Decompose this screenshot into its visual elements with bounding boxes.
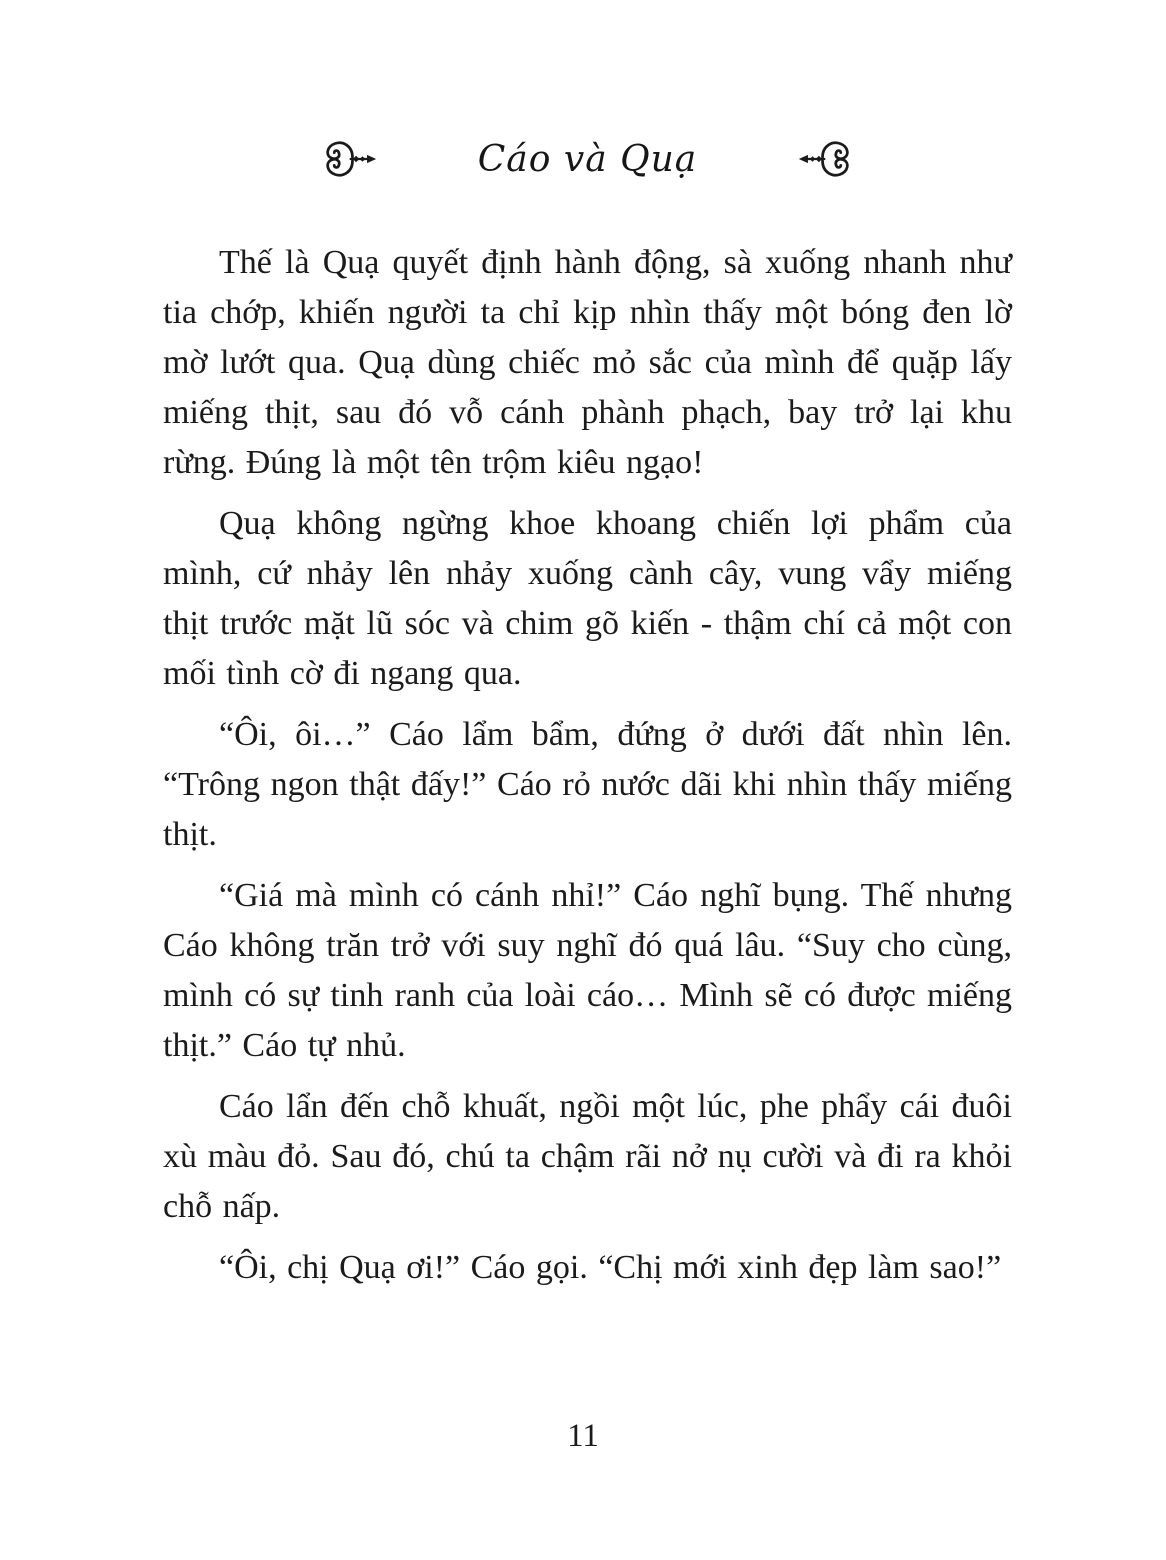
page-title: Cáo và Quạ <box>477 138 698 180</box>
page-number: 11 <box>567 1418 599 1454</box>
paragraph: Quạ không ngừng khoe khoang chiến lợi phẩm của mình, cứ nhảy lên nhảy xuống cành cây, vung vẩy miếng thịt trước mặt lũ sóc và chim gõ kiến - thậm chí cả một con mối tình cờ đi ngang qua. <box>163 505 1012 692</box>
paragraph: Thế là Quạ quyết định hành động, sà xuống nhanh như tia chớp, khiến người ta chỉ kịp nhìn thấy một bóng đen lờ mờ lướt qua. Quạ dùng chiếc mỏ sắc của mình để quặp lấy miếng thịt, sau đó vỗ cánh phành phạch, bay trở lại khu rừng. Đúng là một tên trộm kiêu ngạo! <box>163 244 1012 481</box>
paragraph: Cáo lẩn đến chỗ khuất, ngồi một lúc, phe phẩy cái đuôi xù màu đỏ. Sau đó, chú ta chậm rãi nở nụ cười và đi ra khỏi chỗ nấp. <box>163 1088 1012 1225</box>
fleuron-left-icon <box>316 136 378 182</box>
paragraph: “Giá mà mình có cánh nhỉ!” Cáo nghĩ bụng. Thế nhưng Cáo không trăn trở với suy nghĩ đó quá lâu. “Suy cho cùng, mình có sự tinh ranh của loài cáo… Mình sẽ có được miếng thịt.” Cáo tự nhủ. <box>163 877 1012 1064</box>
paragraph: “Ôi, ôi…” Cáo lẩm bẩm, đứng ở dưới đất nhìn lên. “Trông ngon thật đấy!” Cáo rỏ nước dãi khi nhìn thấy miếng thịt. <box>163 716 1012 853</box>
running-head <box>163 126 1012 192</box>
paragraph: “Ôi, chị Quạ ơi!” Cáo gọi. “Chị mới xinh đẹp làm sao!” <box>219 1249 1002 1286</box>
fleuron-right-icon <box>797 136 859 182</box>
story-text <box>163 238 1012 1293</box>
